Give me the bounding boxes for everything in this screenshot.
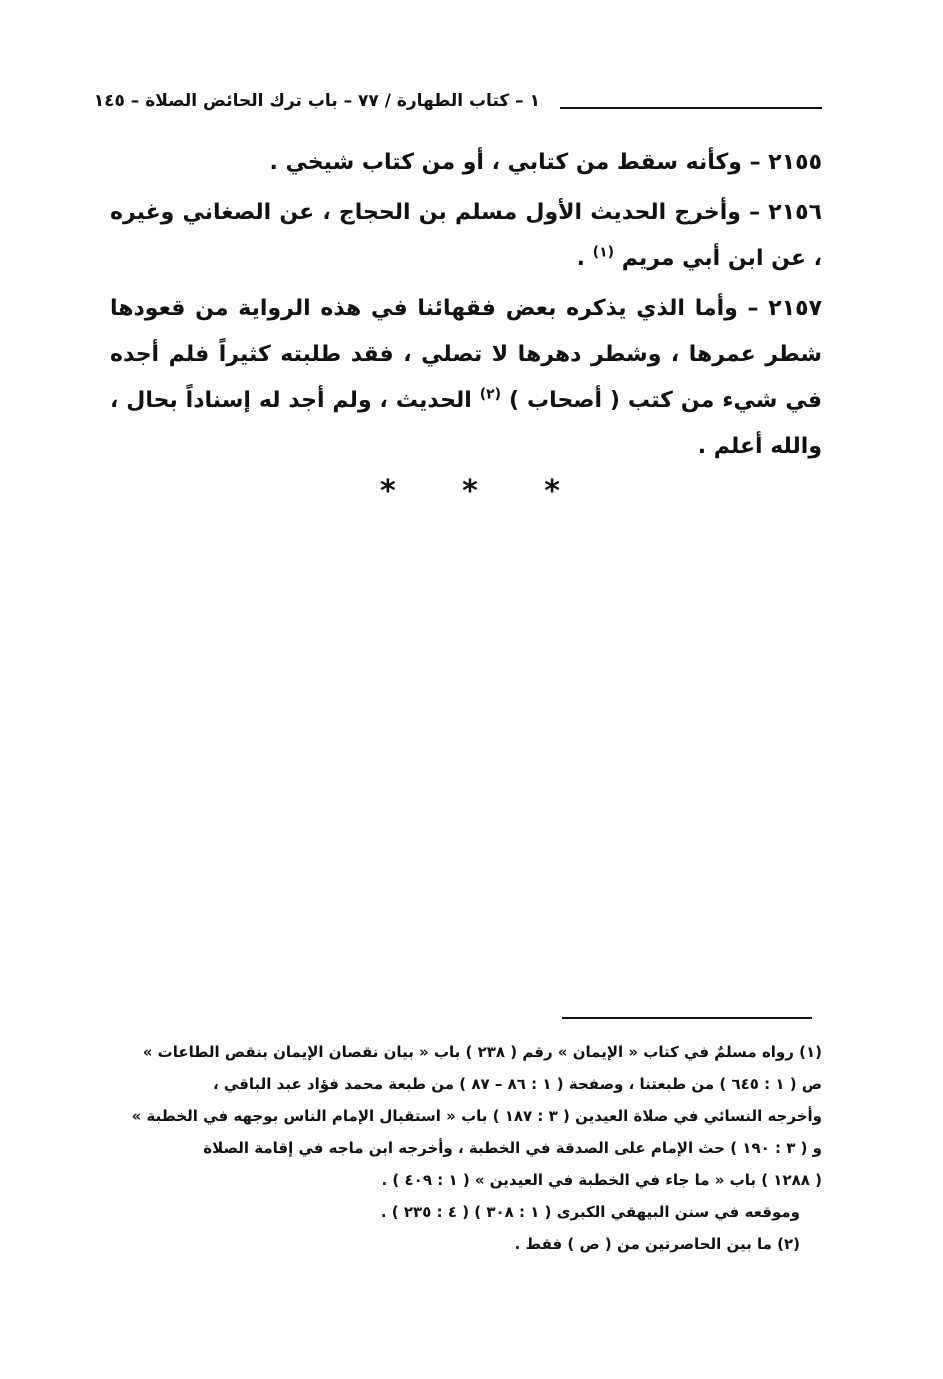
asterisk-icon: * xyxy=(380,474,396,509)
section-separator xyxy=(380,474,560,514)
footnote-line: و ( ٣ : ١٩٠ ) حث الإمام على الصدقة في الخطبة ، وأخرجه ابن ماجه في إقامة الصلاة xyxy=(203,1139,822,1157)
footnotes xyxy=(110,1036,822,1260)
paragraph-tail: . xyxy=(576,246,593,271)
paragraph-2155 xyxy=(110,140,822,186)
paragraph-text: ٢١٥٥ – وكأنه سقط من كتابي ، أو من كتاب شيخي . xyxy=(269,150,822,175)
paragraph-2156 xyxy=(110,190,822,282)
footnote-line: وموقعه في سنن البيهقي الكبرى ( ١ : ٣٠٨ ) ( ٤ : ٢٣٥ ) . xyxy=(380,1203,800,1221)
footnote-rule xyxy=(562,1017,812,1019)
footnote-line: ص ( ١ : ٦٤٥ ) من طبعتنا ، وصفحة ( ١ : ٨٦ – ٨٧ ) من طبعة محمد فؤاد عبد الباقي ، xyxy=(212,1075,822,1093)
footnote-line: (١) رواه مسلمٌ في كتاب « الإيمان » رقم ( ٢٣٨ ) باب « بيان نقصان الإيمان بنقص الطاعات » xyxy=(142,1043,822,1061)
main-text xyxy=(110,140,822,474)
paragraph-text: ٢١٥٦ – وأخرج الحديث الأول مسلم بن الحجاج ، عن الصغاني وغيره ، عن ابن أبي مريم xyxy=(110,200,822,271)
footnote-marker[interactable]: (٢) xyxy=(479,386,502,403)
paragraph-tail: الحديث ، ولم أجد له إسناداً بحال ، والله أعلم . xyxy=(110,388,822,459)
asterisk-icon: * xyxy=(544,474,560,509)
footnote-line: ( ١٢٨٨ ) باب « ما جاء في الخطبة في العيدين » ( ١ : ٤٠٩ ) . xyxy=(381,1171,822,1189)
paragraph-2157 xyxy=(110,286,822,470)
asterisk-icon: * xyxy=(462,474,478,509)
header-rule xyxy=(560,107,822,109)
running-title: ١ – كتاب الطهارة / ٧٧ – باب ترك الحائض الصلاة – ١٤٥ xyxy=(93,91,540,111)
footnote-line: وأخرجه النسائي في صلاة العيدين ( ٣ : ١٨٧ ) باب « استقبال الإمام الناس بوجهه في الخطبة » xyxy=(131,1107,822,1125)
footnote-line: (٢) ما بين الحاصرتين من ( ص ) فقط . xyxy=(514,1235,800,1253)
footnote-marker[interactable]: (١) xyxy=(592,244,615,261)
paragraph-text: ٢١٥٧ – وأما الذي يذكره بعض فقهائنا في هذه الرواية من قعودها شطر عمرها ، وشطر دهرها لا تصلي ، فقد طلبته كثيراً فلم أجده في شيء من كتب ( أصحاب ) xyxy=(110,296,822,413)
page-header xyxy=(93,86,822,116)
